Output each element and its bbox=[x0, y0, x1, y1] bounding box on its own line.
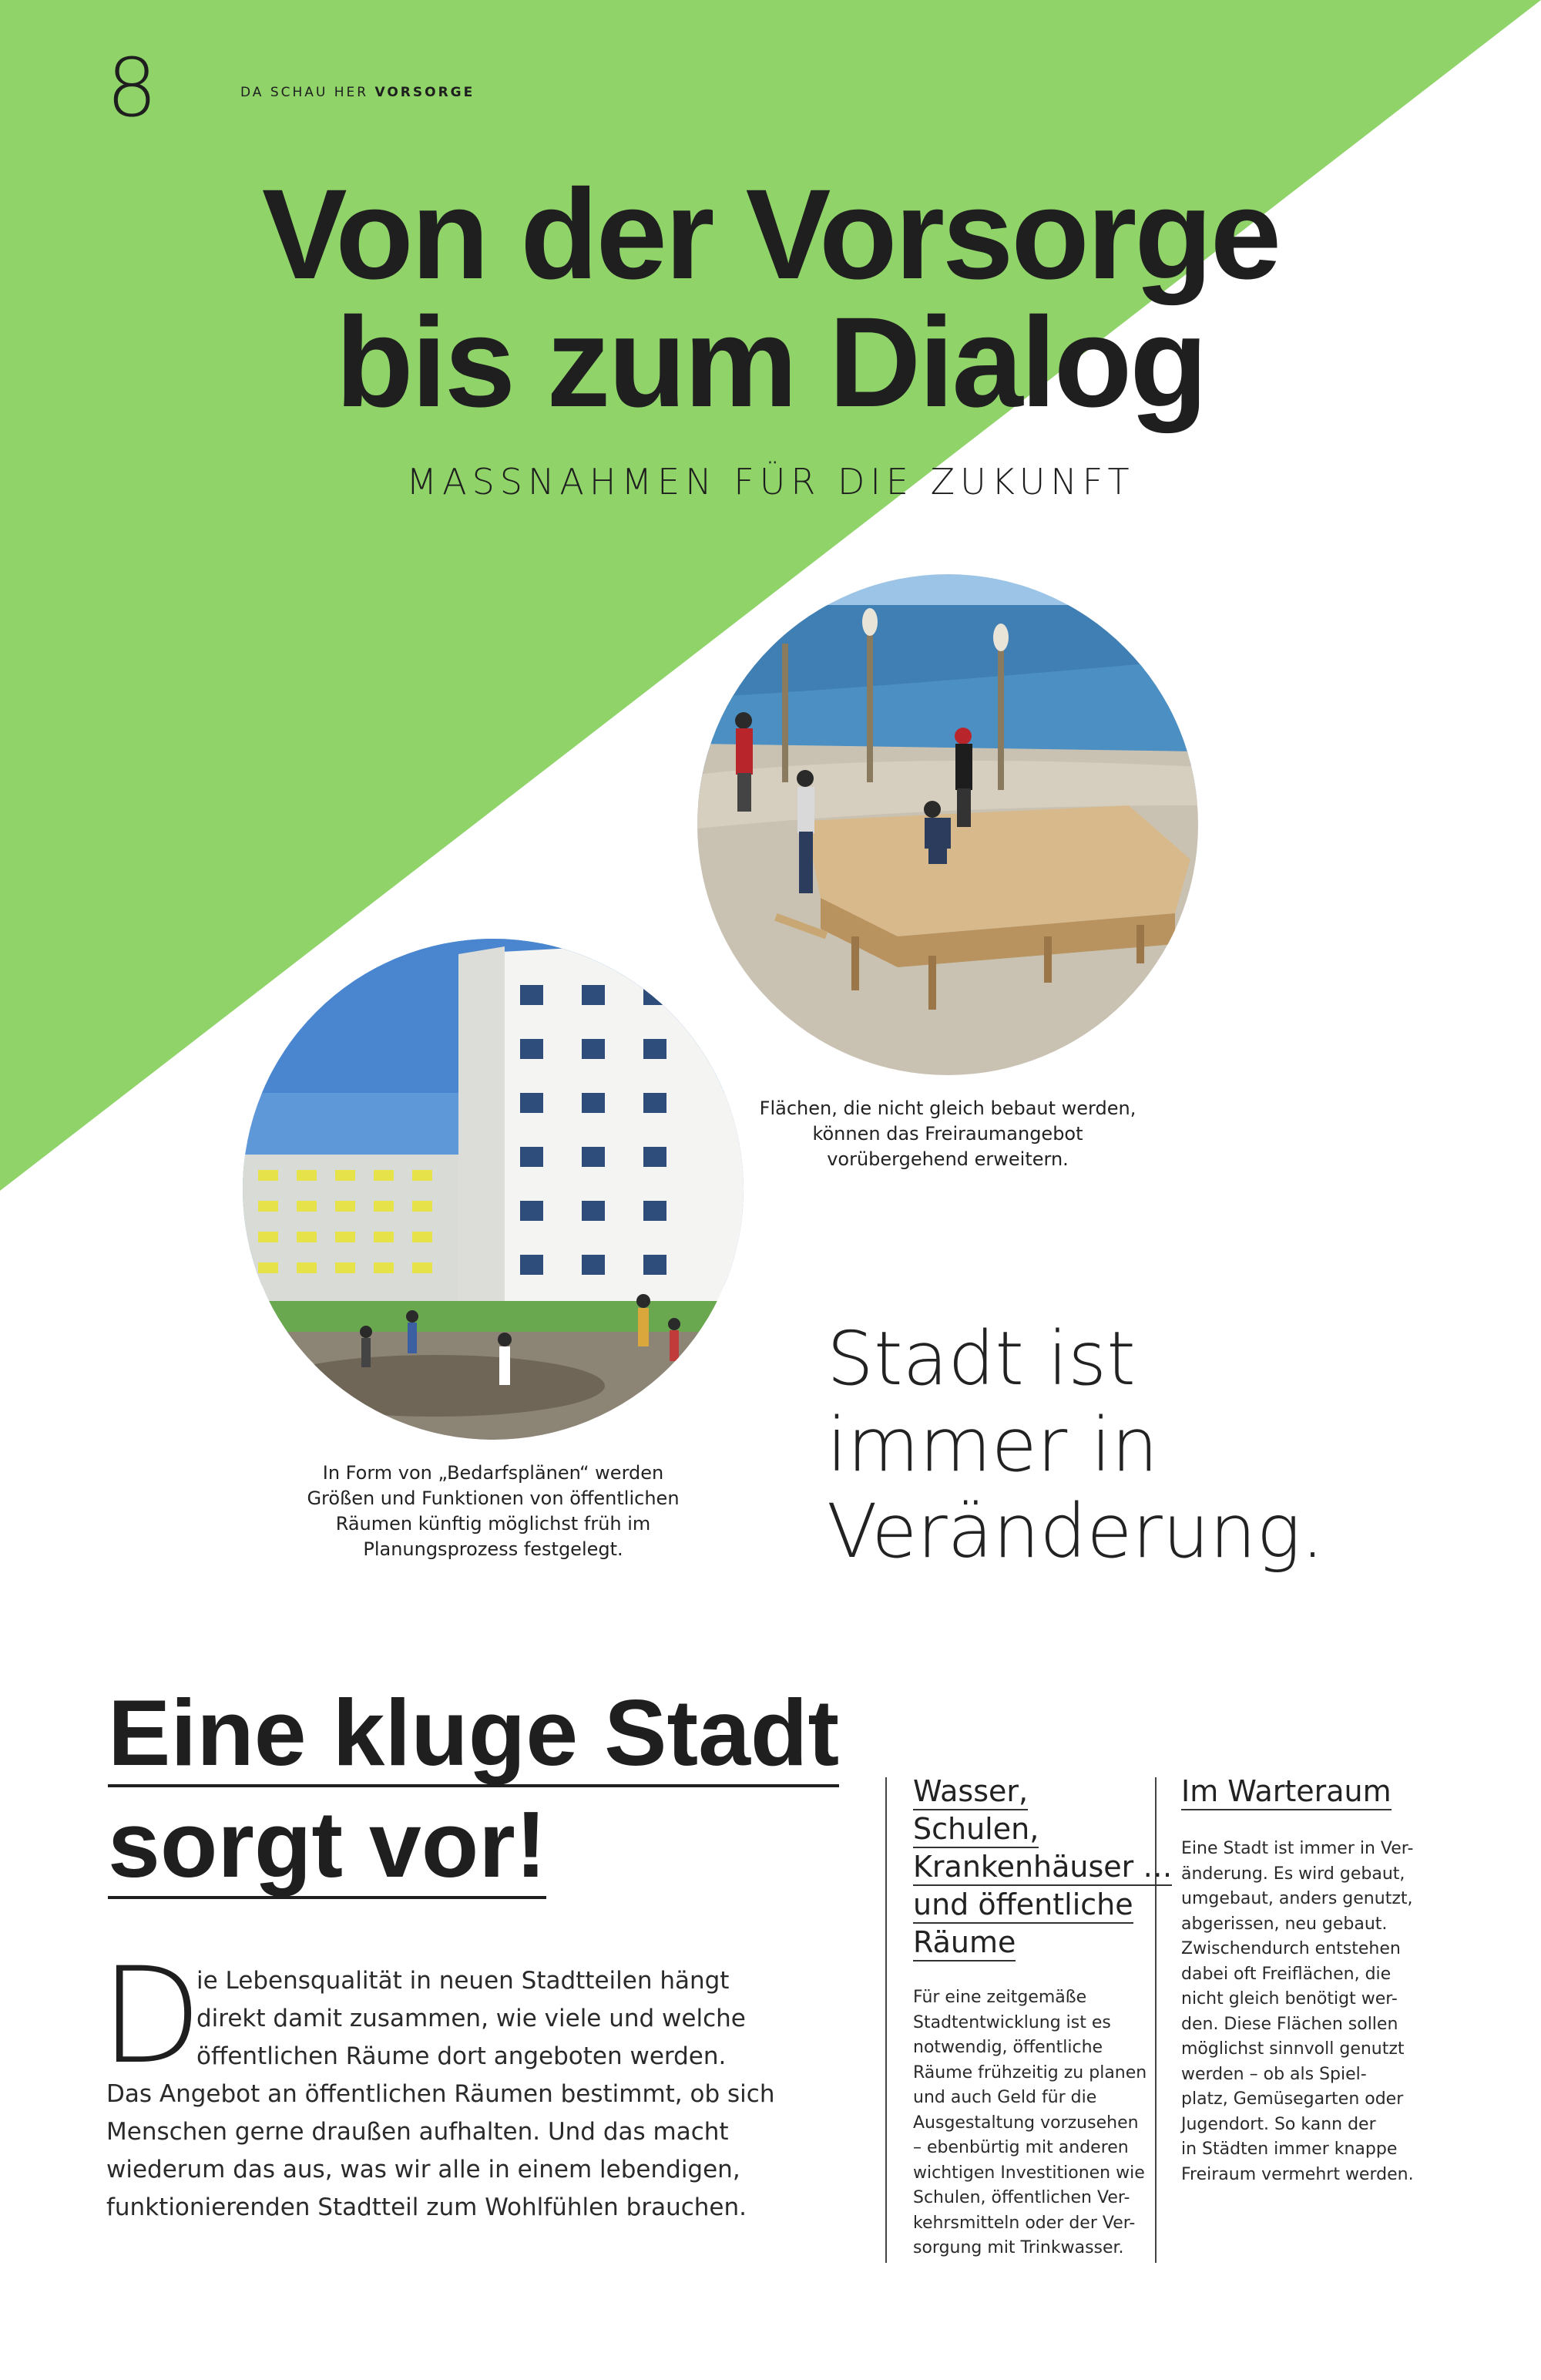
column-2-text-line: nicht gleich benötigt wer- bbox=[1181, 1989, 1398, 2009]
column-2-text-line: Eine Stadt ist immer in Ver- bbox=[1181, 1839, 1414, 1858]
column-1-heading-line: Krankenhäuser … bbox=[913, 1849, 1172, 1886]
column-1-text-line: und auch Geld für die bbox=[913, 2088, 1097, 2107]
main-title bbox=[154, 163, 1387, 434]
column-1-text-line: notwendig, öffentliche bbox=[913, 2038, 1103, 2057]
page-number: 8 bbox=[106, 41, 158, 135]
column-2-text-line: umgebaut, anders genutzt, bbox=[1181, 1889, 1413, 1908]
housing-caption: In Form von „Bedarfsplänen“ werden Größen und Funktionen von öffentlichen Räumen künftig möglichst früh im Planungsprozess festgelegt. bbox=[307, 1462, 680, 1560]
column-2-text bbox=[1181, 1837, 1428, 2187]
intro-paragraph-start: ie Lebensqualität in neuen Stadtteilen hängt direkt damit zusammen, wie viele und welche öffentlichen Räume dort angeboten werden. bbox=[196, 1967, 746, 2070]
housing-photo bbox=[243, 939, 744, 1440]
drop-cap: D bbox=[100, 1938, 203, 2093]
intro-paragraph-continued: Das Angebot an öffentlichen Räumen bestimmt, ob sich Menschen gerne draußen aufhalten. Und das macht wiederum das aus, was wir alle in einem lebendigen, funktionierenden Stadtteil zum Wohlfühlen brauchen. bbox=[106, 2080, 775, 2221]
column-2-text-line: werden – ob als Spiel- bbox=[1181, 2064, 1367, 2084]
column-1-text-line: kehrsmitteln oder der Ver- bbox=[913, 2213, 1136, 2233]
pull-quote-line-2: immer in bbox=[827, 1402, 1159, 1488]
column-2-text-line: Freiraum vermehrt werden. bbox=[1181, 2164, 1414, 2184]
column-1-heading-line: Wasser, bbox=[913, 1773, 1028, 1810]
column-2-text-line: in Städten immer knappe bbox=[1181, 2140, 1398, 2159]
pull-quote-line-1: Stadt ist bbox=[827, 1316, 1136, 1402]
column-divider bbox=[885, 1777, 887, 2263]
running-head-prefix: DA SCHAU HER bbox=[240, 85, 369, 100]
section-heading-line-1: Eine kluge Stadt bbox=[108, 1682, 839, 1787]
column-2-text-line: dabei oft Freiflächen, die bbox=[1181, 1964, 1392, 1984]
column-2-text-line: abgerissen, neu gebaut. bbox=[1181, 1914, 1388, 1934]
column-1-text-line: sorgung mit Trinkwasser. bbox=[913, 2238, 1124, 2257]
column-2-text-line: Zwischendurch entstehen bbox=[1181, 1939, 1401, 1958]
column-1-text-line: Schulen, öffentlichen Ver- bbox=[913, 2188, 1130, 2207]
column-2-text-line: Jugendort. So kann der bbox=[1181, 2114, 1376, 2134]
column-1-text-line: Für eine zeitgemäße bbox=[913, 1988, 1087, 2007]
column-2-text-line: änderung. Es wird gebaut, bbox=[1181, 1864, 1405, 1884]
column-2-heading bbox=[1181, 1773, 1428, 1810]
construction-caption: Flächen, die nicht gleich bebaut werden, können das Freiraumangebot vorübergehend erweitern. bbox=[759, 1098, 1136, 1170]
column-1-text-line: Stadtentwicklung ist es bbox=[913, 2012, 1111, 2032]
construction-photo bbox=[697, 574, 1198, 1075]
column-2-text-line: den. Diese Flächen sollen bbox=[1181, 2014, 1398, 2034]
running-head bbox=[240, 85, 475, 100]
column-1-text bbox=[913, 1985, 1152, 2261]
pull-quote-line-3: Veränderung. bbox=[827, 1488, 1324, 1575]
column-2-heading-line: Im Warteraum bbox=[1181, 1773, 1392, 1810]
main-title-line-2: bis zum Dialog bbox=[335, 291, 1206, 434]
column-1-text-line: Ausgestaltung vorzusehen bbox=[913, 2113, 1139, 2133]
main-title-line-1: Von der Vorsorge bbox=[261, 163, 1280, 306]
column-1-heading-line: und öffentliche bbox=[913, 1887, 1133, 1924]
column-1-text-line: wichtigen Investitionen wie bbox=[913, 2163, 1145, 2183]
column-1-heading bbox=[913, 1773, 1173, 1961]
subtitle: MASSNAHMEN FÜR DIE ZUKUNFT bbox=[406, 461, 1135, 503]
section-heading-line-2: sorgt vor! bbox=[108, 1794, 546, 1899]
column-2-text-line: platz, Gemüsegarten oder bbox=[1181, 2089, 1404, 2109]
column-1-text-line: – ebenbürtig mit anderen bbox=[913, 2138, 1129, 2157]
column-1-text-line: Räume frühzeitig zu planen bbox=[913, 2062, 1147, 2082]
column-1-heading-line: Räume bbox=[913, 1925, 1016, 1961]
column-2-text-line: möglichst sinnvoll genutzt bbox=[1181, 2039, 1405, 2059]
pull-quote bbox=[827, 1316, 1366, 1575]
column-1-heading-line: Schulen, bbox=[913, 1811, 1039, 1848]
running-head-section: VORSORGE bbox=[374, 85, 475, 100]
